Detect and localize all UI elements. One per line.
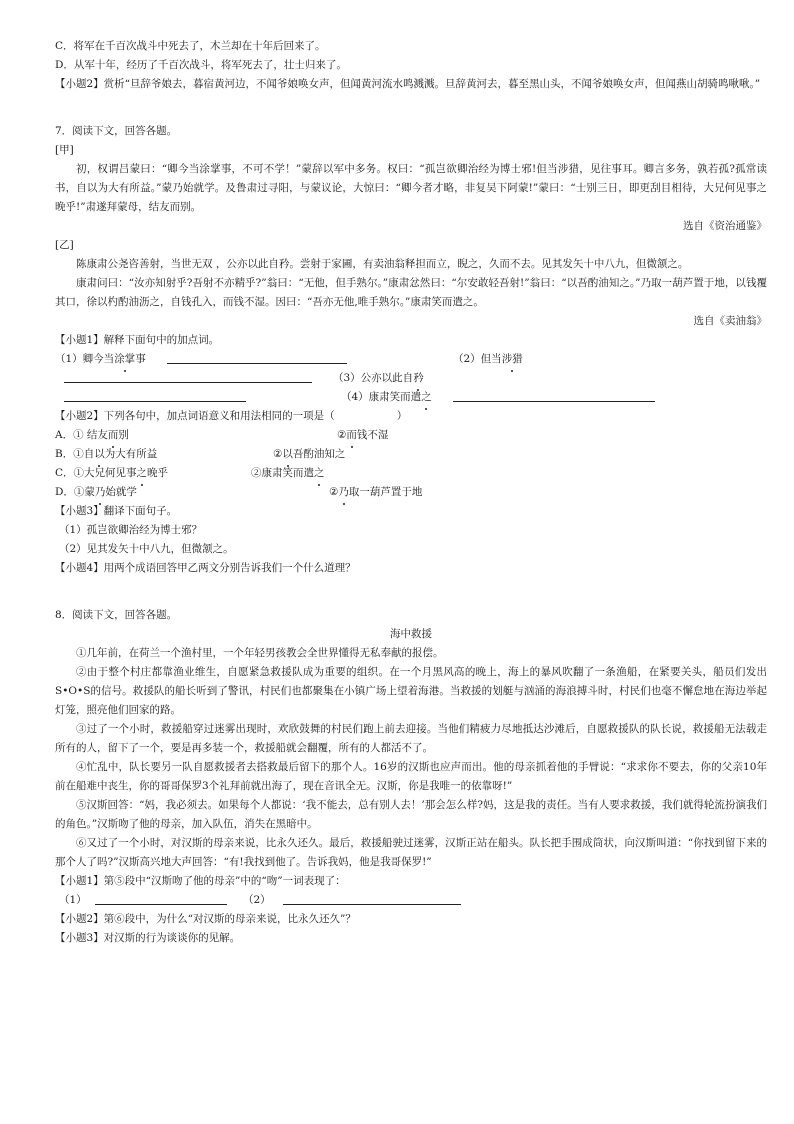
- q7-sub2-option-a: A．① 结友而别 ②而钱不湿: [55, 426, 767, 445]
- q7-sub1-answer3-blank[interactable]: [64, 389, 246, 402]
- q7-yi-para1: 陈康肃公尧咨善射，当世无双 ，公亦以此自矜。尝射于家圃，有卖油翁释担而立，睨之，久而不去。见其发矢十中八九，但微颔之。: [76, 258, 689, 270]
- q6-sub2: 【小题2】赏析“旦辞爷娘去，暮宿黄河边，不闻爷娘唤女声，但闻黄河流水鸣溅溅。旦辞黄河去，暮至黑山头，不闻爷娘唤女声，但闻燕山胡骑鸣啾啾。”: [55, 78, 761, 90]
- q7-sub1-item2: （2）但当涉猎: [453, 350, 523, 369]
- q7-sub2-option-d: D．①蒙乃始就学 ②乃取一葫芦置于地: [55, 483, 767, 502]
- q8-sub1-title: 【小题1】第⑤段中“汉斯吻了他的母亲”中的“吻”一词表现了：: [55, 875, 346, 887]
- q8-para4: ④忙乱中，队长要另一队自愿救援者去搭救最后留下的那个人。16岁的汉斯也应声而出。他的母亲抓着他的手臂说：“求求你不要去，你的父亲10年前在船难中丧生，你的哥哥保罗3个礼拜前就出海了，现在音讯全无。汉斯，你是我唯一的依靠呀!”: [55, 761, 767, 792]
- dotted-word: 而: [346, 426, 357, 445]
- q7-jia-source: 选自《资治通鉴》: [683, 220, 767, 232]
- q7-sub3-item2: （2）见其发矢十中八九，但微颔之。: [59, 543, 234, 555]
- q7-sub1-row2: [55, 369, 767, 388]
- q7-yi-label: [乙]: [55, 239, 74, 251]
- q7-jia-label: [甲]: [55, 144, 74, 156]
- q7-sub2-title: 【小题2】下列各句中，加点词语意义和用法相同的一项是（ ）: [55, 410, 408, 422]
- q7-sub1-answer1-blank[interactable]: [167, 351, 347, 364]
- q7-sub2-option-c: C．①大兄何见事之晚乎 ②康肃笑而遣之: [55, 464, 767, 483]
- q8-para2: ②由于整个村庄都靠渔业维生，自愿紧急救援队成为重要的组织。在一个月黑风高的晚上，海上的暴风吹翻了一条渔船，在紧要关头，船员们发出S•O•S的信号。救援队的船长听到了警讯，村民们也都聚集在小镇广场上望着海港。当救援的划艇与汹涌的海浪搏斗时，村民们也毫不懈怠地在海边举起灯笼，照亮他们回家的路。: [55, 666, 767, 716]
- q7-sub1-answer2-blank[interactable]: [64, 370, 312, 383]
- q8-para1: ①几年前，在荷兰一个渔村里，一个年轻男孩教会全世界懂得无私奉献的报偿。: [76, 647, 444, 659]
- q8-heading: 8．阅读下文，回答各题。: [55, 609, 178, 621]
- q6-option-d: D．从军十年，经历了千百次战斗，将军死去了，壮士归来了。: [55, 59, 347, 71]
- q7-sub1-item3: （3）公亦以此自矜: [333, 369, 424, 388]
- q7-sub1-item4: （4）康肃笑而遣之: [341, 388, 432, 407]
- q8-passage-title: 海中救援: [390, 628, 432, 640]
- q7-sub4-title: 【小题4】用两个成语回答甲乙两文分别告诉我们一个什么道理？: [55, 562, 356, 574]
- q7-jia-text: 初，权谓吕蒙曰：“卿今当涂掌事，不可不学！”蒙辞以军中多务。权曰：“孤岂欲卿治经为博士邪!但当涉猎，见往事耳。卿言多务，孰若孤?孤常读书，自以为大有所益。”蒙乃始就学。及鲁肃过寻阳，与蒙议论，大惊曰：“卿今者才略，非复吴下阿蒙!”蒙曰：“士别三日，即更刮目相待，大兄何见事之晚乎!”肃遂拜蒙母，结友而别。: [55, 163, 767, 213]
- q7-yi-para2: 康肃问曰：“汝亦知射乎?吾射不亦精乎?”翁曰：“无他，但手熟尔。”康肃忿然曰：“尔安敢轻吾射!”翁曰：“以吾酌油知之。”乃取一葫芦置于地，以钱覆其口，徐以杓酌油沥之，自钱孔入，而钱不湿。因曰：“吾亦无他,唯手熟尔。”康肃笑而遣之。: [55, 277, 767, 308]
- dotted-word: 矜: [413, 369, 424, 388]
- q7-sub3-title: 【小题3】翻译下面句子。: [55, 505, 178, 517]
- dotted-word: 涉猎: [502, 350, 523, 369]
- dotted-word: 涂掌: [114, 350, 135, 369]
- q8-sub1-label1: （1）: [59, 894, 87, 906]
- q8-para6: ⑥又过了一个小时，对汉斯的母亲来说，比永久还久。最后，救援船驶过迷雾，汉斯正站在船头。队长把手围成筒状，向汉斯叫道：“你找到留下来的那个人了吗?”汉斯高兴地大声回答：“有!我找到他了。告诉我妈，他是我哥保罗!”: [55, 837, 767, 868]
- document-page: [55, 37, 767, 948]
- dotted-word: 之: [314, 464, 325, 483]
- dotted-word: 之: [421, 388, 432, 407]
- q7-sub1-title: 【小题1】解释下面句中的加点词。: [55, 334, 220, 346]
- q8-sub2-title: 【小题2】第⑥段中，为什么“对汉斯的母亲来说，比永久还久”？: [55, 913, 356, 925]
- dotted-word: 乃: [95, 483, 106, 502]
- q7-heading: 7．阅读下文，回答各题。: [55, 125, 178, 137]
- dotted-word: 以: [94, 445, 105, 464]
- q7-sub1-row3: [55, 388, 767, 407]
- dotted-word: 之: [137, 464, 148, 483]
- q7-sub3-item1: （1）孤岂欲卿治经为博士邪？: [59, 524, 203, 536]
- q7-sub2-option-b: B．①自以为大有所益 ②以吾酌油知之: [55, 445, 767, 464]
- q7-sub1-item1: （1）卿今当涂掌事: [55, 350, 146, 369]
- q8-sub3-title: 【小题3】对汉斯的行为谈谈你的见解。: [55, 932, 241, 944]
- q8-sub1-answer1-blank[interactable]: [95, 892, 227, 905]
- q8-sub1-answer2-blank[interactable]: [283, 892, 461, 905]
- q7-yi-source: 选自《卖油翁》: [693, 315, 767, 327]
- dotted-word: 以: [282, 445, 293, 464]
- q6-option-c: C．将军在千百次战斗中死去了，木兰却在十年后回来了。: [55, 40, 326, 52]
- q7-sub1-answer4-blank[interactable]: [453, 389, 655, 402]
- q8-sub1-answers: [55, 891, 767, 910]
- q7-sub1-row1: [55, 350, 767, 369]
- q8-para3: ③过了一个小时，救援船穿过迷雾出现时，欢欣鼓舞的村民们跑上前去迎接。当他们精疲力尽地抵达沙滩后，自愿救援队的队长说，救援船无法载走所有的人，留下了一个，要是再多装一个，救援船就会翻覆，所有的人都活不了。: [55, 723, 767, 754]
- q8-sub1-label2: （2）: [243, 894, 271, 906]
- dotted-word: 乃: [338, 483, 349, 502]
- dotted-word: 而: [108, 426, 119, 445]
- q8-para5: ⑤汉斯回答：“妈，我必须去。如果每个人都说：‘我不能去，总有别人去！’那会怎么样?妈，这是我的责任。当有人要求救援，我们就得轮流扮演我们的角色。”汉斯吻了他的母亲，加入队伍，消失在黑暗中。: [55, 799, 767, 830]
